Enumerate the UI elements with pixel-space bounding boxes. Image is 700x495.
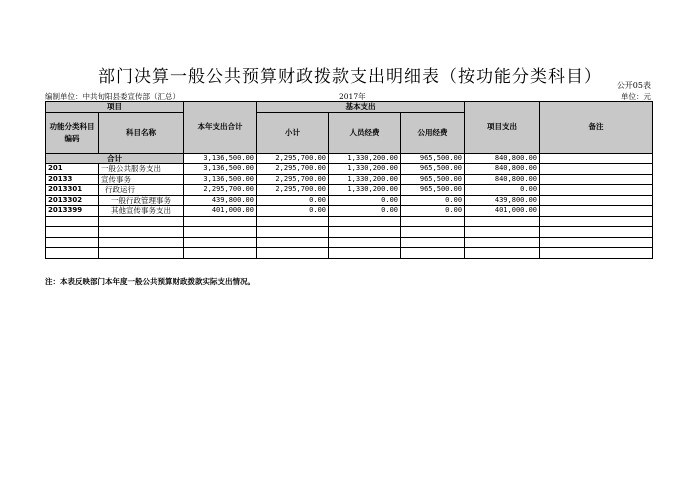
project-exp-cell: [465, 237, 540, 248]
table-row: [46, 185, 653, 196]
table-row: [46, 227, 653, 238]
personnel-cell: [329, 227, 401, 238]
header-code: 功能分类科目编码: [46, 112, 99, 153]
project-exp-cell: [465, 248, 540, 259]
remark-cell: [540, 195, 653, 206]
table-row: [46, 174, 653, 185]
name-cell: [99, 248, 184, 259]
name-cell: 宣传事务: [99, 174, 184, 185]
total-cell: [184, 237, 257, 248]
header-subtotal: 小计: [257, 112, 329, 153]
report-title: 部门决算一般公共预算财政拨款支出明细表（按功能分类科目）: [98, 67, 602, 87]
public-cell: 0.00: [401, 195, 465, 206]
code-cell: [46, 237, 99, 248]
code-cell: [46, 248, 99, 259]
total-cell: [184, 227, 257, 238]
total-label: 合计: [46, 153, 184, 164]
expenditure-table: [45, 101, 653, 259]
org-label: 编制单位：中共旬阳县委宣传部（汇总）: [45, 92, 180, 101]
subtotal-cell: [257, 216, 329, 227]
header-row-1: [46, 102, 653, 113]
subtotal-cell: 2,295,700.00: [257, 164, 329, 175]
total-row: [46, 153, 653, 164]
name-cell: 一般公共服务支出: [99, 164, 184, 175]
code-cell: 2013301: [46, 185, 99, 196]
project-exp-cell: 840,800.00: [465, 164, 540, 175]
subtotal-cell: 2,295,700.00: [257, 185, 329, 196]
project-exp-cell: [465, 216, 540, 227]
header-project-exp: 项目支出: [465, 102, 540, 154]
report-meta: [45, 91, 651, 101]
subtotal-cell: 2,295,700.00: [257, 153, 329, 164]
total-cell: 3,136,500.00: [184, 153, 257, 164]
subtotal-cell: [257, 248, 329, 259]
public-cell: [401, 237, 465, 248]
name-cell: [99, 227, 184, 238]
table-row: [46, 248, 653, 259]
public-cell: 965,500.00: [401, 153, 465, 164]
total-cell: [184, 216, 257, 227]
project-exp-cell: 439,800.00: [465, 195, 540, 206]
header-remark: 备注: [540, 102, 653, 154]
header-name: 科目名称: [99, 112, 184, 153]
remark-cell: [540, 185, 653, 196]
personnel-cell: 0.00: [329, 195, 401, 206]
table-row: [46, 195, 653, 206]
header-public: 公用经费: [401, 112, 465, 153]
project-exp-cell: 840,800.00: [465, 174, 540, 185]
code-cell: 201: [46, 164, 99, 175]
table-row: [46, 216, 653, 227]
remark-cell: [540, 237, 653, 248]
personnel-cell: 0.00: [329, 206, 401, 217]
remark-cell: [540, 174, 653, 185]
public-cell: 965,500.00: [401, 174, 465, 185]
personnel-cell: [329, 216, 401, 227]
total-cell: 3,136,500.00: [184, 164, 257, 175]
personnel-cell: [329, 237, 401, 248]
remark-cell: [540, 206, 653, 217]
code-cell: [46, 227, 99, 238]
subtotal-cell: 2,295,700.00: [257, 174, 329, 185]
subtotal-cell: 0.00: [257, 206, 329, 217]
table-row: [46, 237, 653, 248]
code-cell: [46, 216, 99, 227]
personnel-cell: 1,330,200.00: [329, 153, 401, 164]
public-cell: 965,500.00: [401, 185, 465, 196]
remark-cell: [540, 164, 653, 175]
total-cell: 401,000.00: [184, 206, 257, 217]
project-exp-cell: [465, 227, 540, 238]
total-cell: 439,800.00: [184, 195, 257, 206]
total-cell: 3,136,500.00: [184, 174, 257, 185]
total-cell: 2,295,700.00: [184, 185, 257, 196]
total-cell: [184, 248, 257, 259]
project-exp-cell: 840,800.00: [465, 153, 540, 164]
personnel-cell: 1,330,200.00: [329, 174, 401, 185]
table-row: [46, 206, 653, 217]
public-cell: 965,500.00: [401, 164, 465, 175]
personnel-cell: 1,330,200.00: [329, 164, 401, 175]
header-project: 项目: [46, 102, 184, 113]
personnel-cell: 1,330,200.00: [329, 185, 401, 196]
name-cell: 行政运行: [99, 185, 184, 196]
form-code: 公开05表: [616, 81, 651, 90]
public-cell: [401, 248, 465, 259]
personnel-cell: [329, 248, 401, 259]
unit-label: 单位：元: [621, 92, 651, 101]
public-cell: [401, 216, 465, 227]
subtotal-cell: [257, 227, 329, 238]
name-cell: 其他宣传事务支出: [99, 206, 184, 217]
name-cell: 一般行政管理事务: [99, 195, 184, 206]
code-cell: 2013399: [46, 206, 99, 217]
header-personnel: 人员经费: [329, 112, 401, 153]
header-total: 本年支出合计: [184, 102, 257, 154]
project-exp-cell: 401,000.00: [465, 206, 540, 217]
public-cell: [401, 227, 465, 238]
remark-cell: [540, 153, 653, 164]
table-row: [46, 164, 653, 175]
public-cell: 0.00: [401, 206, 465, 217]
footnote: 注：本表反映部门本年度一般公共预算财政拨款实际支出情况。: [45, 277, 255, 286]
report-year: 2017年: [339, 92, 366, 101]
remark-cell: [540, 216, 653, 227]
remark-cell: [540, 248, 653, 259]
header-basic: 基本支出: [257, 102, 465, 113]
remark-cell: [540, 227, 653, 238]
project-exp-cell: 0.00: [465, 185, 540, 196]
subtotal-cell: [257, 237, 329, 248]
subtotal-cell: 0.00: [257, 195, 329, 206]
name-cell: [99, 216, 184, 227]
code-cell: 20133: [46, 174, 99, 185]
name-cell: [99, 237, 184, 248]
code-cell: 2013302: [46, 195, 99, 206]
